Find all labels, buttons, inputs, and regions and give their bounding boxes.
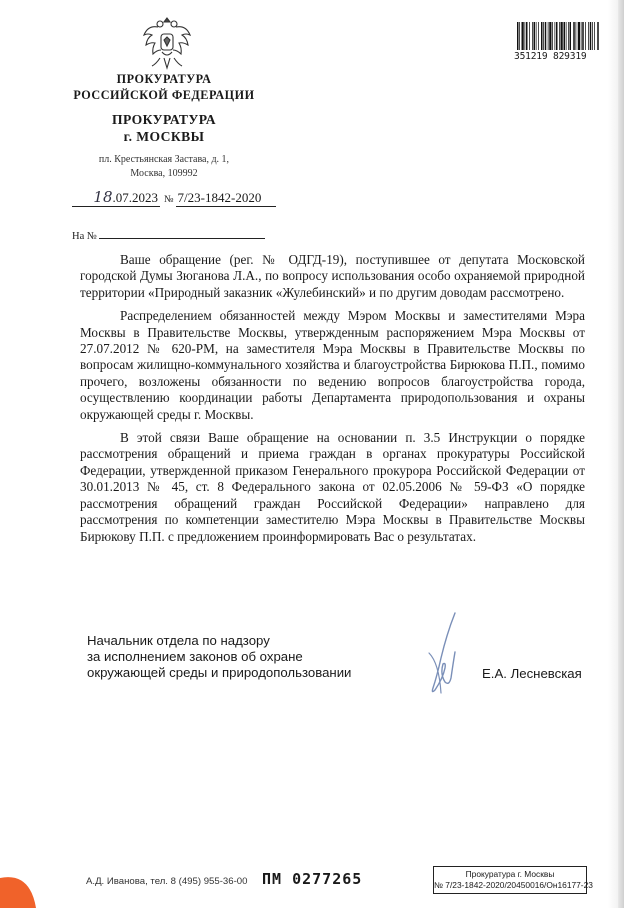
signatory-name: Е.А. Лесневская xyxy=(482,666,582,681)
barcode-bar xyxy=(592,22,593,50)
barcode-bar xyxy=(564,22,566,50)
barcode-number: 351219 829319 xyxy=(514,51,587,62)
signatory-title xyxy=(87,633,351,680)
stamp-line2: № 7/23-1842-2020/20450016/Он16177-23 xyxy=(434,880,593,890)
body-paragraph-3: В этой связи Ваше обращение на основании п. 3.5 Инструкции о порядке рассмотрения обращений и приема граждан в органах прокуратуры Российской Федерации, утвержденной приказом Генерального прокурора Российской Федерации от 30.01.2013 № 45, ст. 8 Федерального закона от 02.05.2006 № 59-ФЗ «О порядке рассмотрения обращений граждан Российской Федерации» направлено для рассмотрения по компетенции заместителю Мэра Москвы в Правительстве Москвы Бирюкову П.П. с предложением проинформировать Вас о результатах. xyxy=(80,430,585,544)
barcode-bar xyxy=(588,22,589,50)
barcode-bar xyxy=(573,22,575,50)
page-edge-shadow xyxy=(608,0,618,908)
number-sign: № xyxy=(164,194,174,205)
barcode-bar xyxy=(529,22,530,50)
body-paragraph-1: Ваше обращение (рег. № ОДГД-19), поступившее от депутата Московской городской Думы Зюганова Л.А., по вопросу использования особо охраняемой природной территории «Природный заказник «Жулебинский» и по другим доводам рассмотрено. xyxy=(80,252,585,300)
document-date-number xyxy=(72,188,276,207)
signatory-title-line1: Начальник отдела по надзору xyxy=(87,633,270,648)
document-number: 7/23-1842-2020 xyxy=(176,190,276,207)
barcode-bar xyxy=(581,22,582,50)
address-line1: пл. Крестьянская Застава, д. 1, xyxy=(98,154,230,165)
sub-org-line1: ПРОКУРАТУРА xyxy=(112,112,216,127)
barcode-bar xyxy=(578,22,580,50)
org-name-line1: ПРОКУРАТУРА xyxy=(116,72,212,86)
barcode-bar xyxy=(532,22,533,50)
document-date xyxy=(72,188,160,207)
barcode-bar xyxy=(590,22,592,50)
barcode-bar xyxy=(522,22,524,50)
barcode-bar xyxy=(576,22,577,50)
barcode-bar xyxy=(594,22,595,50)
barcode-bar xyxy=(555,22,556,50)
barcode-bar xyxy=(517,22,519,50)
stamp-line1: Прокуратура г. Москвы xyxy=(465,869,555,879)
in-reply-to-line xyxy=(72,229,265,242)
barcode-bar xyxy=(549,22,551,50)
executor-contact: А.Д. Иванова, тел. 8 (495) 955-36-00 xyxy=(86,876,248,887)
barcode-bar xyxy=(552,22,553,50)
barcode-bar xyxy=(561,22,563,50)
in-reply-blank xyxy=(99,229,265,239)
barcode-bar xyxy=(597,22,599,50)
barcode-bar xyxy=(582,22,584,50)
barcode-bar xyxy=(545,22,547,50)
form-number: ПМ 0277265 xyxy=(262,870,363,888)
barcode-bar xyxy=(548,22,549,50)
date-handwritten-day: 18 xyxy=(93,188,113,206)
barcode-bar xyxy=(585,22,586,50)
barcode-bar xyxy=(538,22,539,50)
barcode-bar xyxy=(541,22,543,50)
barcode-bar xyxy=(525,22,526,50)
barcode-bar xyxy=(570,22,572,50)
barcode-bar xyxy=(568,22,569,50)
coat-of-arms-emblem xyxy=(140,14,194,72)
barcode-bar xyxy=(536,22,537,50)
date-printed: .07.2023 xyxy=(112,190,158,205)
barcode-bar xyxy=(534,22,536,50)
corner-accent xyxy=(0,872,36,908)
signatory-title-line2: за исполнением законов об охране xyxy=(87,648,303,664)
barcode-bar xyxy=(566,22,567,50)
signatory-title-line3: окружающей среды и природопользовании xyxy=(87,664,352,680)
letter-body xyxy=(80,252,585,545)
page-edge xyxy=(618,0,624,908)
registration-stamp xyxy=(433,866,593,894)
barcode-bar xyxy=(543,22,544,50)
sub-org-line2: г. МОСКВЫ xyxy=(123,129,205,144)
barcode-bar xyxy=(526,22,528,50)
barcode-bar xyxy=(519,22,520,50)
barcode-bar xyxy=(556,22,558,50)
barcode-bar xyxy=(559,22,560,50)
handwritten-signature xyxy=(415,605,485,705)
address-line2: Москва, 109992 xyxy=(130,168,198,179)
body-paragraph-2: Распределением обязанностей между Мэром Москвы и заместителями Мэра Москвы в Правительстве Москвы, утвержденным распоряжением Мэра Москвы от 27.07.2012 № 620-РМ, на заместителя Мэра Москвы в Правительстве Москвы по вопросам жилищно-коммунального хозяйства и благоустройства Бирюкова П.П., помимо прочего, возложены обязанности по ведению вопросов благоустройства города, осуществлению координации работы Департамента природопользования и охраны окружающей среды г. Москвы. xyxy=(80,308,585,422)
org-name-line2: РОССИЙСКОЙ ФЕДЕРАЦИИ xyxy=(73,88,255,102)
in-reply-label: На № xyxy=(72,231,97,242)
